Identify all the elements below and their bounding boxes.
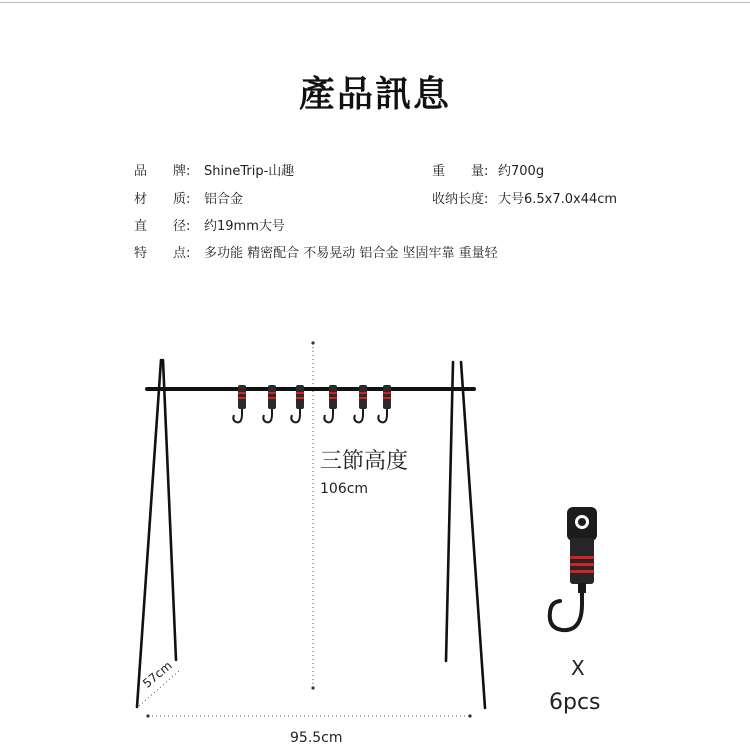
spec-diameter-value: 约19mm大号	[204, 219, 285, 234]
spec-material-value: 铝合金	[204, 192, 244, 207]
spec-weight-label: 重 量:	[432, 164, 489, 179]
hook-quantity: 6pcs	[549, 690, 601, 715]
spec-material-label: 材 质:	[134, 192, 191, 207]
height-title: 三節高度	[320, 449, 409, 474]
spec-diameter-label: 直 径:	[134, 219, 191, 234]
spec-features-label: 特 点:	[134, 246, 191, 261]
hook-detail-icon	[550, 507, 597, 630]
height-value: 106cm	[320, 481, 369, 497]
spec-features-value: 多功能 精密配合 不易晃动 铝合金 坚固牢靠 重量轻	[204, 246, 498, 261]
spec-brand-value: ShineTrip-山趣	[204, 164, 295, 179]
depth-value: 57cm	[140, 658, 175, 691]
hook-quantity-x: X	[571, 656, 585, 680]
page-title: 產品訊息	[298, 74, 451, 115]
left-legs	[137, 360, 176, 707]
spec-brand-label: 品 牌:	[134, 164, 191, 179]
spec-size-value: 大号6.5x7.0x44cm	[498, 192, 618, 207]
spec-weight-value: 约700g	[498, 164, 545, 179]
width-value: 95.5cm	[290, 730, 343, 746]
spec-size-label: 收纳长度:	[432, 192, 489, 207]
right-legs	[446, 362, 485, 708]
